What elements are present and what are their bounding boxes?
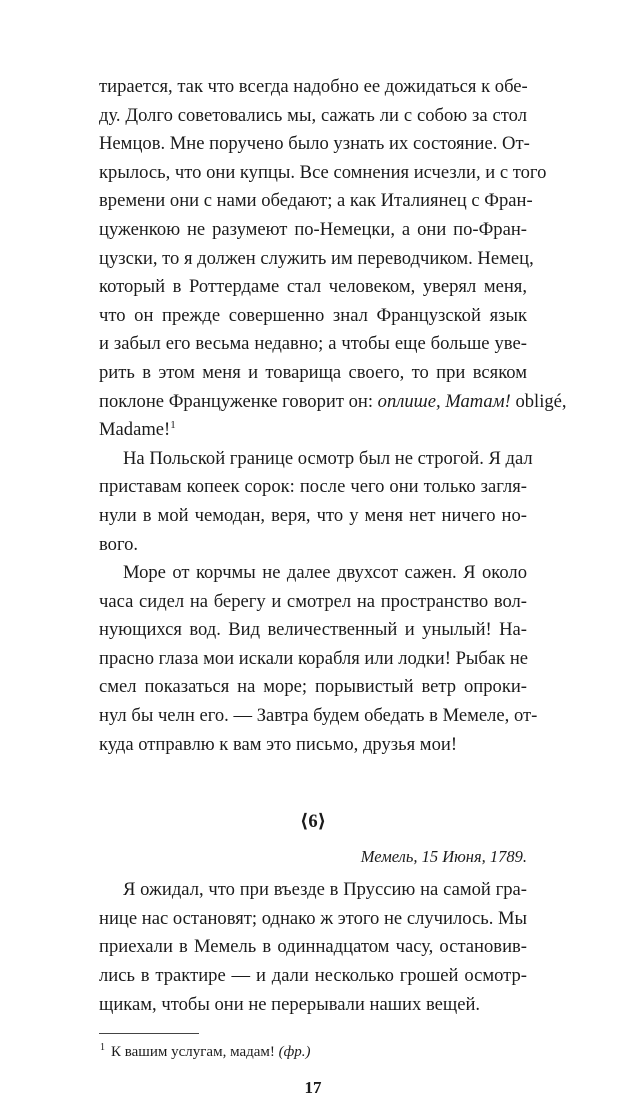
letter-number-heading: ⟨6⟩ — [299, 811, 327, 833]
text-line: нули в мой чемодан, веря, что у меня нет ничего но- — [99, 504, 527, 526]
text-line: нул бы челн его. — Завтра будем обедать в Мемеле, от- — [99, 705, 538, 727]
text-line: смел показаться на море; порывистый ветр опроки- — [99, 676, 527, 698]
page-number: 17 — [304, 1078, 322, 1098]
text-line: щикам, чтобы они не перерывали наших вещей. — [99, 993, 481, 1015]
footnote-mark: 1 — [100, 1042, 105, 1054]
footnote-reference[interactable]: 1 — [170, 418, 176, 431]
text-line: На Польской границе осмотр был не строгой. Я дал — [123, 447, 533, 469]
text-line: вого. — [99, 533, 139, 555]
text-line: рить в этом меня и товарища своего, то при всяком — [99, 361, 527, 383]
italic-phrase: оплише, Матам! — [377, 390, 511, 412]
footnote-language: (фр.) — [278, 1044, 311, 1061]
footnote-text: К вашим услугам, мадам! — [111, 1044, 279, 1061]
text-line: который в Роттердаме стал человеком, уверял меня, — [99, 276, 527, 298]
text-line: ду. Долго советовались мы, сажать ли с собою за стол — [99, 104, 527, 126]
text-line: приехали в Мемель в одиннадцатом часу, остановив- — [99, 936, 527, 958]
text-line: нующихся вод. Вид величественный и унылый! На- — [99, 619, 527, 641]
text-segment: Madame! — [99, 419, 171, 441]
text-line: крылось, что они купцы. Все сомнения исчезли, и с того — [99, 161, 547, 183]
text-line: прасно глаза мои искали корабля или лодки! Рыбак не — [99, 647, 529, 669]
paragraph-continuation — [99, 73, 567, 445]
text-segment: obligé, — [510, 390, 567, 412]
text-line: тирается, так что всегда надобно ее дожидаться к обе- — [99, 76, 528, 97]
text-line: нице нас остановят; однако ж этого не случилось. Мы — [99, 907, 528, 929]
text-line: цуженкою не разумеют по-Немецки, а они по-Фран- — [99, 218, 527, 240]
book-page — [99, 73, 567, 1100]
paragraph-polish-border — [99, 445, 533, 559]
text-line — [99, 416, 527, 445]
text-line: Море от корчмы не далее двухсот сажен. Я около — [123, 562, 527, 584]
footnote — [99, 1040, 527, 1064]
text-line: Немцов. Мне поручено было узнать их состояние. От- — [99, 133, 530, 155]
text-line — [99, 388, 567, 417]
footnote-divider — [99, 1033, 199, 1034]
text-line: времени они с нами обедают; а как Италиянец с Фран- — [99, 190, 533, 212]
paragraph-sea — [99, 559, 538, 759]
text-line: лись в трактире — и дали несколько грошей осмотр- — [99, 965, 527, 987]
text-line: и забыл его весьма недавно; а чтобы еще больше увe- — [99, 333, 527, 355]
text-line: цузски, то я должен служить им переводчиком. Немец, — [99, 247, 534, 269]
text-line: куда отправлю к вам это письмо, друзья мои! — [99, 733, 458, 755]
text-line: что он прежде совершенно знал Французской язык — [99, 304, 527, 326]
text-line: часа сидел на берегу и смотрел на пространство вол- — [99, 590, 527, 612]
paragraph-memel — [99, 876, 527, 1019]
text-line: приставам копеек сорок: после чего они только загля- — [99, 476, 527, 498]
text-segment: поклоне Француженке говорит он: — [99, 390, 378, 412]
text-line: Я ожидал, что при въезде в Пруссию на самой гра- — [123, 879, 527, 901]
letter-dateline: Мемель, 15 Июня, 1789. — [360, 847, 527, 867]
